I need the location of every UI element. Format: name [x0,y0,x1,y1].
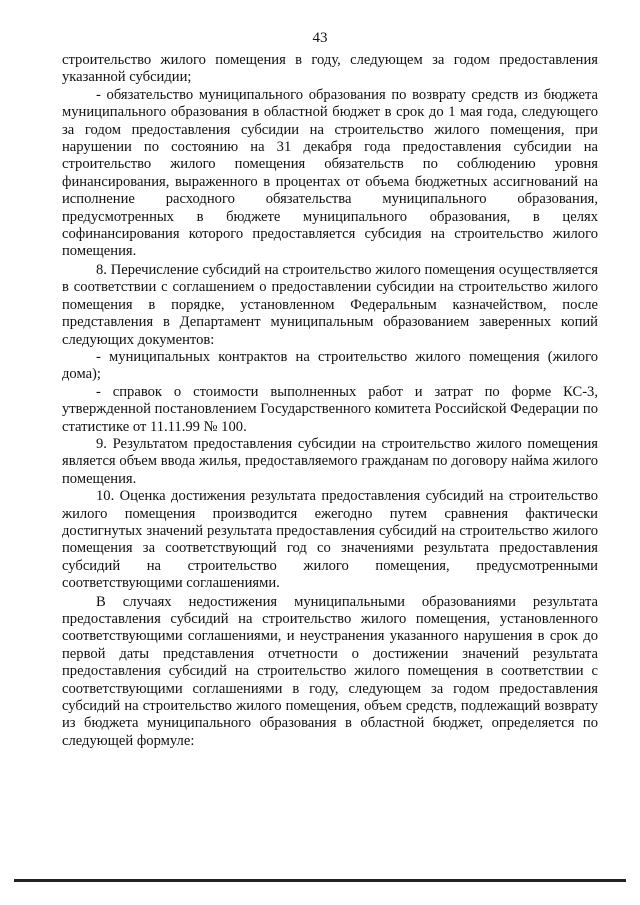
document-body [62,52,598,750]
paragraph-ks3-certificates: - справок о стоимости выполненных работ и затрат по форме КС-3, утвержденной постановлением Государственного комитета Российской Федерации по статистике от 11.11.99 № 100. [62,383,598,435]
paragraph-non-achievement: В случаях недостижения муниципальными образованиями результата предоставления субсидий на строительство жилого помещения, установленного соответствующими соглашениями, и неустранения указанного нарушения в срок до первой даты представления отчетности о достижении значений результата предоставления субсидий на строительство жилого помещения в соответствии с соответствующими соглашениями в году, следующем за годом предоставления субсидий на строительство жилого помещения, объем средств, подлежащий возврату из бюджета муниципального образования в областной бюджет, определяется по следующей формуле: [62,593,598,749]
page-number: 43 [312,30,328,46]
paragraph-item-9: 9. Результатом предоставления субсидии на строительство жилого помещения является объем ввода жилья, предоставляемого гражданам по договору найма жилого помещения. [62,435,598,487]
paragraph-item-8: 8. Перечисление субсидий на строительство жилого помещения осуществляется в соответствии с соглашением о предоставлении субсидии на строительство жилого помещения в порядке, установленном Федеральным казначейством, после представления в Департамент муниципальным образованием заверенных копий следующих документов: [62,261,598,348]
paragraph-continuation: строительство жилого помещения в году, следующем за годом предоставления указанной субсидии; [62,52,598,86]
bottom-divider [14,879,626,882]
paragraph-obligation-return: - обязательство муниципального образования по возврату средств из бюджета муниципального образования в областной бюджет в срок до 1 мая года, следующего за годом предоставления субсидии на строительство жилого помещения, при нарушении по состоянию на 31 декабря года предоставления субсидии на строительство жилого помещения обязательств по соблюдению уровня финансирования, выраженного в процентах от объема бюджетных ассигнований на исполнение расходного обязательства муниципального образования, предусмотренных в бюджете муниципального образования, в целях софинансирования которого предоставляется субсидия на строительство жилого помещения. [62,86,598,260]
paragraph-item-10: 10. Оценка достижения результата предоставления субсидий на строительство жилого помещения производится ежегодно путем сравнения фактически достигнутых значений результата предоставления субсидий на строительство жилого помещения за соответствующий год со значениями результата предоставления субсидий на строительство жилого помещения, предусмотренными соответствующими соглашениями. [62,488,598,592]
paragraph-municipal-contracts: - муниципальных контрактов на строительство жилого помещения (жилого дома); [62,348,598,383]
